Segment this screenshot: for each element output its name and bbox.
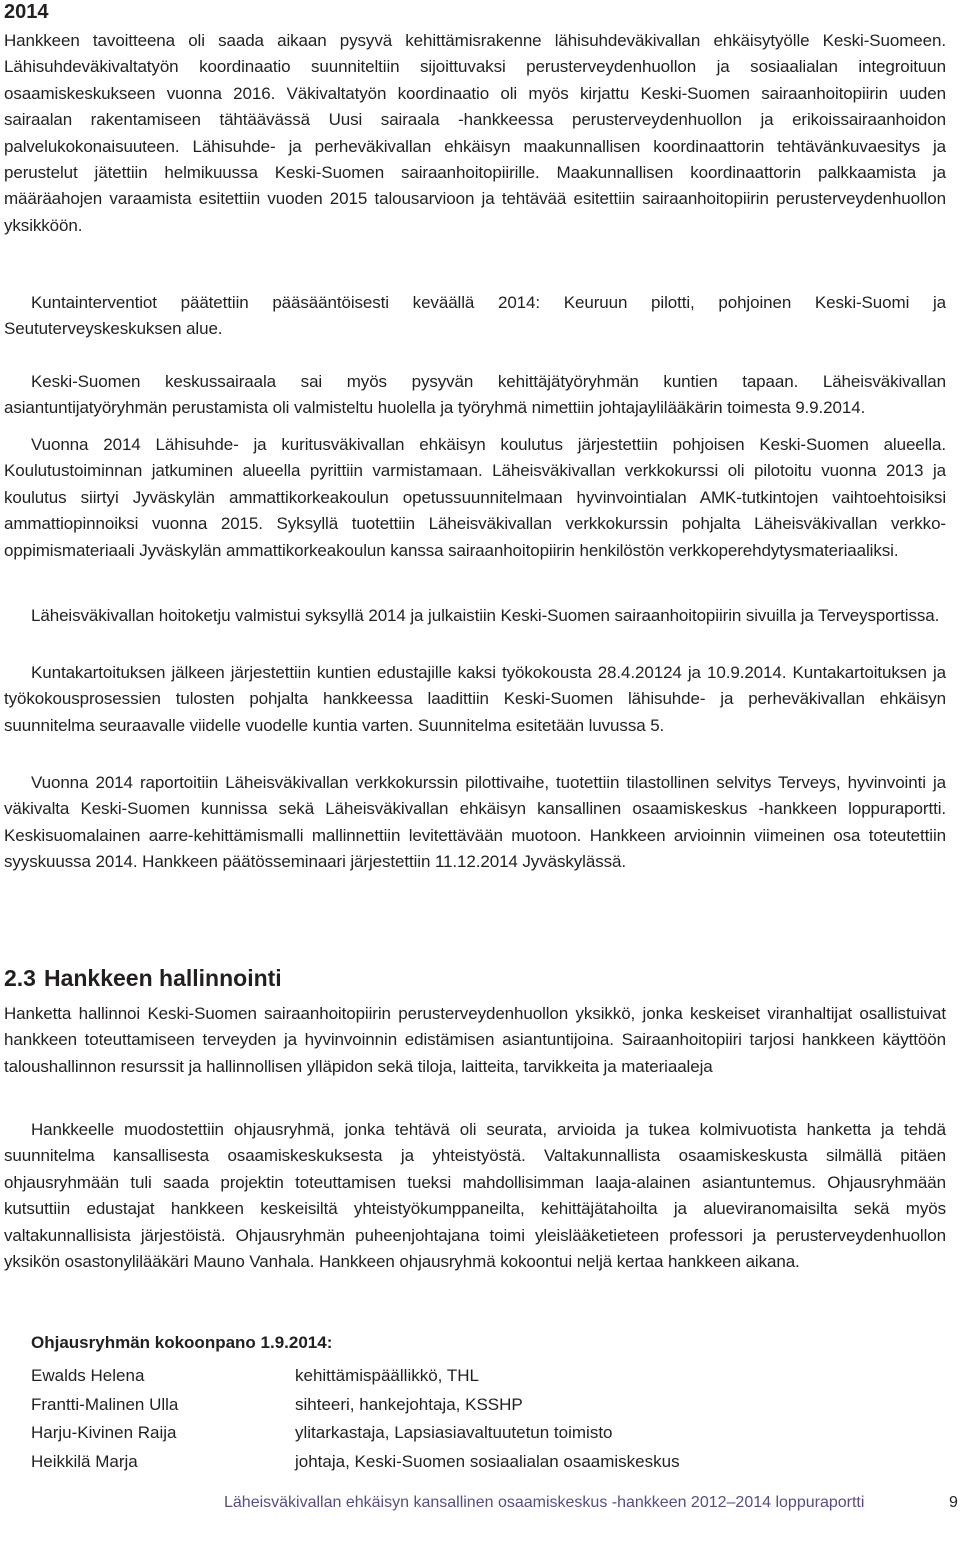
paragraph: Hankkeelle muodostettiin ohjausryhmä, jonka tehtävä oli seurata, arvioida ja tukea kolmivuotista hanketta ja tehdä suunnitelma kansallisesta osaamiskeskuksesta ja yhteistyöstä. Valtakunnallista osaamiskeskusta silmällä pitäen ohjausryhmään tuli saada projektin toteuttamisen tueksi mahdollisimman laaja-alainen asiantuntemus. Ohjausryhmään kutsuttiin edustajat hankkeen keskeisiltä yhteistyökumppaneilta, kehittäjätahoilta ja alueviranomaisilta sekä myös valtakunnallisista järjestöistä. Ohjausryhmän puheenjohtajana toimi yleislääketieteen professori ja perusterveydenhuollon yksikön osastonylilääkäri Mauno Vanhala. Hankkeen ohjausryhmä kokoontui neljä kertaa hankkeen aikana. bbox=[4, 1120, 946, 1272]
paragraph: Kuntakartoituksen jälkeen järjestettiin kuntien edustajille kaksi työkokousta 28.4.20124 ja 10.9.2014. Kuntakartoituksen ja työkokousprosessien tulosten pohjalta hankkeessa laadittiin Keski-Suomen lähisuhde- ja perheväkivallan ehkäisyn suunnitelma seuraavalle viidelle vuodelle kuntia varten. Suunnitelma esitetään luvussa 5. bbox=[4, 663, 946, 735]
member-name: Heikkilä Marja bbox=[31, 1451, 138, 1471]
section-heading bbox=[4, 962, 282, 994]
body-text-2014 bbox=[4, 369, 946, 422]
section-body bbox=[4, 1117, 946, 1275]
body-text-2014 bbox=[4, 660, 946, 739]
member-role: kehittämispäällikkö, THL bbox=[295, 1366, 479, 1386]
paragraph: Hanketta hallinnoi Keski-Suomen sairaanhoitopiirin perusterveydenhuollon yksikkö, jonka keskeiset viranhaltijat osallistuivat hankkeen toteuttamiseen terveyden ja hyvinvoinnin edistämisen asiantuntijoina. Sairaanhoitopiiri tarjosi hankkeen käyttöön taloushallinnon resurssit ja hallinnollisen ylläpidon sekä tiloja, laitteita, tarvikkeita ja materiaaleja bbox=[4, 1004, 946, 1076]
section-title: Hankkeen hallinnointi bbox=[43, 965, 282, 991]
footer-report-title: Läheisväkivallan ehkäisyn kansallinen osaamiskeskus -hankkeen 2012–2014 loppuraportti bbox=[224, 1494, 865, 1511]
body-text-2014 bbox=[4, 432, 946, 564]
paragraph: Keski-Suomen keskussairaala sai myös pysyvän kehittäjätyöryhmän kuntien tapaan. Läheisväkivallan asiantuntijatyöryhmän perustamista oli valmisteltu huolella ja työryhmä nimettiin johtajaylilääkärin toimesta 9.9.2014. bbox=[4, 372, 946, 418]
paragraph: Vuonna 2014 raportoitiin Läheisväkivallan verkkokurssin pilottivaihe, tuotettiin tilastollinen selvitys Terveys, hyvinvointi ja väkivalta Keski-Suomen kunnissa sekä Läheisväkivallan ehkäisyn kansallinen osaamiskeskus -hankkeen loppuraportti. Keskisuomalainen aarre-kehittämismalli mallinnettiin levitettävään muotoon. Hankkeen arvioinnin viimeinen osa toteutettiin syyskuussa 2014. Hankkeen päätösseminaari järjestettiin 11.12.2014 Jyväskylässä. bbox=[4, 773, 946, 872]
member-row bbox=[31, 1419, 680, 1448]
paragraph: Vuonna 2014 Lähisuhde- ja kuritusväkivallan ehkäisyn koulutus järjestettiin pohjoisen Keski-Suomen alueella. Koulutustoiminnan jatkuminen alueella pyrittiin varmistamaan. Läheisväkivallan verkkokurssi oli pilotoitu vuonna 2013 ja koulutus siirtyi Jyväskylän ammattikorkeakoulun opetussuunnitelmaan hyvinvointialan AMK-tutkintojen vaihtoehtoisiksi ammattiopinnoiksi vuonna 2015. Syksyllä tuotettiin Läheisväkivallan verkkokurssin pohjalta Läheisväkivallan verkko-oppimismateriaali Jyväskylän ammattikorkeakoulun kanssa sairaanhoitopiirin henkilöstön verkkoperehdytysmateriaaliksi. bbox=[4, 435, 946, 560]
paragraph: Kuntainterventiot päätettiin pääsääntöisesti keväällä 2014: Keuruun pilotti, pohjoinen Keski-Suomi ja Seututerveyskeskuksen alue. bbox=[4, 293, 946, 339]
member-role: johtaja, Keski-Suomen sosiaalialan osaamiskeskus bbox=[295, 1451, 680, 1471]
paragraph: Hankkeen tavoitteena oli saada aikaan pysyvä kehittämisrakenne lähisuhdeväkivallan ehkäisytyölle Keski-Suomeen. Lähisuhdeväkivaltatyön koordinaatio suunniteltiin sijoittuvaksi perusterveydenhuollon ja sosiaalialan integroituun osaamiskeskukseen vuonna 2016. Väkivaltatyön koordinaatio oli myös kirjattu Keski-Suomen sairaanhoitopiirin uuden sairaalan rakentamiseen tähtäävässä Uusi sairaala -hankkeessa perusterveydenhuollon ja erikoissairaanhoidon palvelukokonaisuuteen. Lähisuhde- ja perheväkivallan ehkäisyn maakunnallisen koordinaattorin tehtävänkuvaesitys ja perustelut jätettiin helmikuussa Keski-Suomen sairaanhoitopiirille. Maakunnallisen koordinaattorin palkkaamista ja määräahojen varaamista esitettiin vuoden 2015 talousarvioon ja tehtävää esitettiin sairaanhoitopiirin perusterveydenhuollon yksikköön. bbox=[4, 31, 946, 235]
composition-title: Ohjausryhmän kokoonpano 1.9.2014: bbox=[31, 1333, 333, 1352]
section-body bbox=[4, 1001, 946, 1080]
member-name: Frantti-Malinen Ulla bbox=[31, 1394, 179, 1414]
paragraph: Läheisväkivallan hoitoketju valmistui syksyllä 2014 ja julkaistiin Keski-Suomen sairaanhoitopiirin sivuilla ja Terveysportissa. bbox=[31, 606, 940, 625]
member-name: Harju-Kivinen Raija bbox=[31, 1423, 177, 1443]
page-number: 9 bbox=[949, 1494, 958, 1511]
body-text-2014 bbox=[4, 28, 946, 239]
member-name: Ewalds Helena bbox=[31, 1366, 145, 1386]
body-text-2014 bbox=[4, 290, 946, 343]
member-row bbox=[31, 1448, 680, 1477]
body-text-2014 bbox=[4, 603, 946, 629]
member-role: ylitarkastaja, Lapsiasiavaltuutetun toimisto bbox=[295, 1423, 613, 1443]
body-text-2014 bbox=[4, 770, 946, 876]
year-heading: 2014 bbox=[4, 1, 49, 23]
member-role: sihteeri, hankejohtaja, KSSHP bbox=[295, 1394, 523, 1414]
member-row bbox=[31, 1362, 680, 1391]
section-number: 2.3 bbox=[4, 965, 36, 991]
steering-group-table bbox=[31, 1362, 680, 1476]
member-row bbox=[31, 1391, 680, 1420]
